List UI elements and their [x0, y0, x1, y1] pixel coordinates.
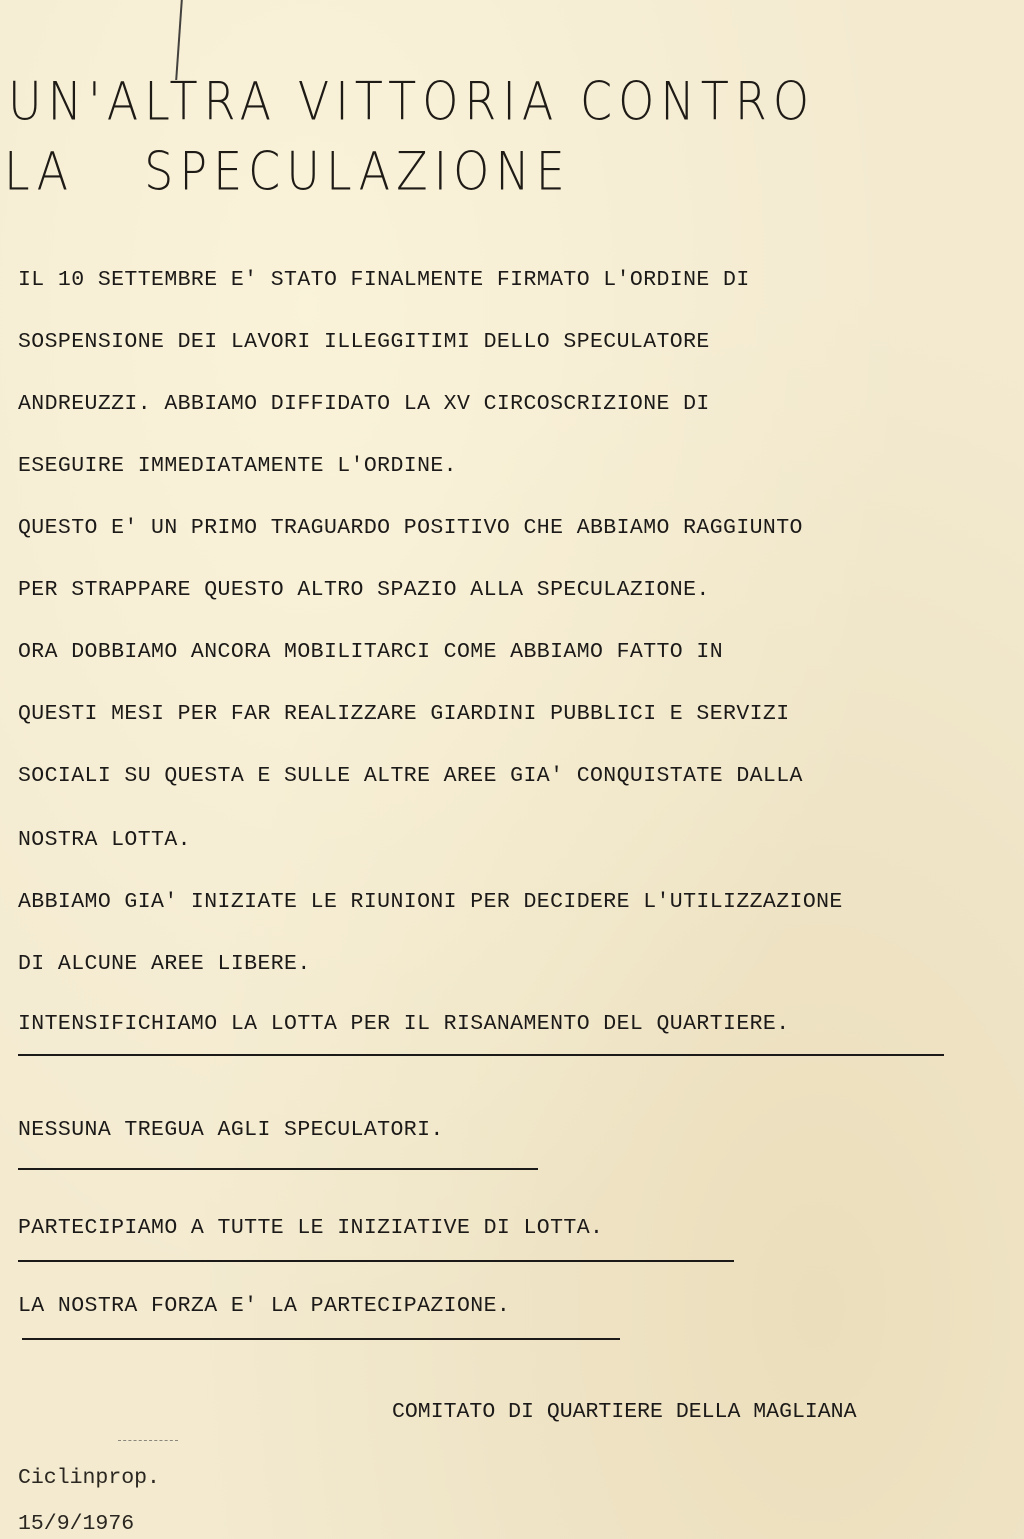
handwritten-title-line-1: UN'ALTRA VITTORIA CONTRO — [8, 70, 816, 133]
body-line: SOSPENSIONE DEI LAVORI ILLEGGITIMI DELLO SPECULATORE — [18, 330, 710, 354]
body-line: ESEGUIRE IMMEDIATAMENTE L'ORDINE. — [18, 454, 457, 478]
underline-rule — [22, 1338, 620, 1340]
body-line: PER STRAPPARE QUESTO ALTRO SPAZIO ALLA SPECULAZIONE. — [18, 578, 710, 602]
body-line: ANDREUZZI. ABBIAMO DIFFIDATO LA XV CIRCOSCRIZIONE DI — [18, 392, 710, 416]
underline-rule — [18, 1168, 538, 1170]
stray-marks — [118, 1440, 178, 1445]
body-line: QUESTI MESI PER FAR REALIZZARE GIARDINI PUBBLICI E SERVIZI — [18, 702, 790, 726]
slogan: LA NOSTRA FORZA E' LA PARTECIPAZIONE. — [18, 1294, 511, 1318]
handwritten-title-line-2 — [4, 140, 571, 202]
pen-stroke-mark — [165, 0, 183, 80]
body-line: QUESTO E' UN PRIMO TRAGUARDO POSITIVO CHE ABBIAMO RAGGIUNTO — [18, 516, 803, 540]
body-line: NOSTRA LOTTA. — [18, 828, 191, 852]
body-line: ABBIAMO GIA' INIZIATE LE RIUNIONI PER DECIDERE L'UTILIZZAZIONE — [18, 890, 843, 914]
underline-rule — [18, 1260, 734, 1262]
title-word-la: LA — [4, 140, 75, 203]
slogan: INTENSIFICHIAMO LA LOTTA PER IL RISANAMENTO DEL QUARTIERE. — [18, 1012, 790, 1036]
slogan: PARTECIPIAMO A TUTTE LE INIZIATIVE DI LOTTA. — [18, 1216, 604, 1240]
title-word-speculazione: SPECULAZIONE — [144, 140, 571, 203]
body-line: SOCIALI SU QUESTA E SULLE ALTRE AREE GIA' CONQUISTATE DALLA — [18, 764, 803, 788]
slogan: NESSUNA TREGUA AGLI SPECULATORI. — [18, 1118, 444, 1142]
signature-committee: COMITATO DI QUARTIERE DELLA MAGLIANA — [392, 1400, 857, 1424]
printer-credit: Ciclinprop. — [18, 1466, 160, 1490]
body-line: ORA DOBBIAMO ANCORA MOBILITARCI COME ABBIAMO FATTO IN — [18, 640, 724, 664]
body-line: IL 10 SETTEMBRE E' STATO FINALMENTE FIRMATO L'ORDINE DI — [18, 268, 750, 292]
body-line: DI ALCUNE AREE LIBERE. — [18, 952, 311, 976]
underline-rule — [18, 1054, 944, 1056]
document-date: 15/9/1976 — [18, 1512, 135, 1536]
